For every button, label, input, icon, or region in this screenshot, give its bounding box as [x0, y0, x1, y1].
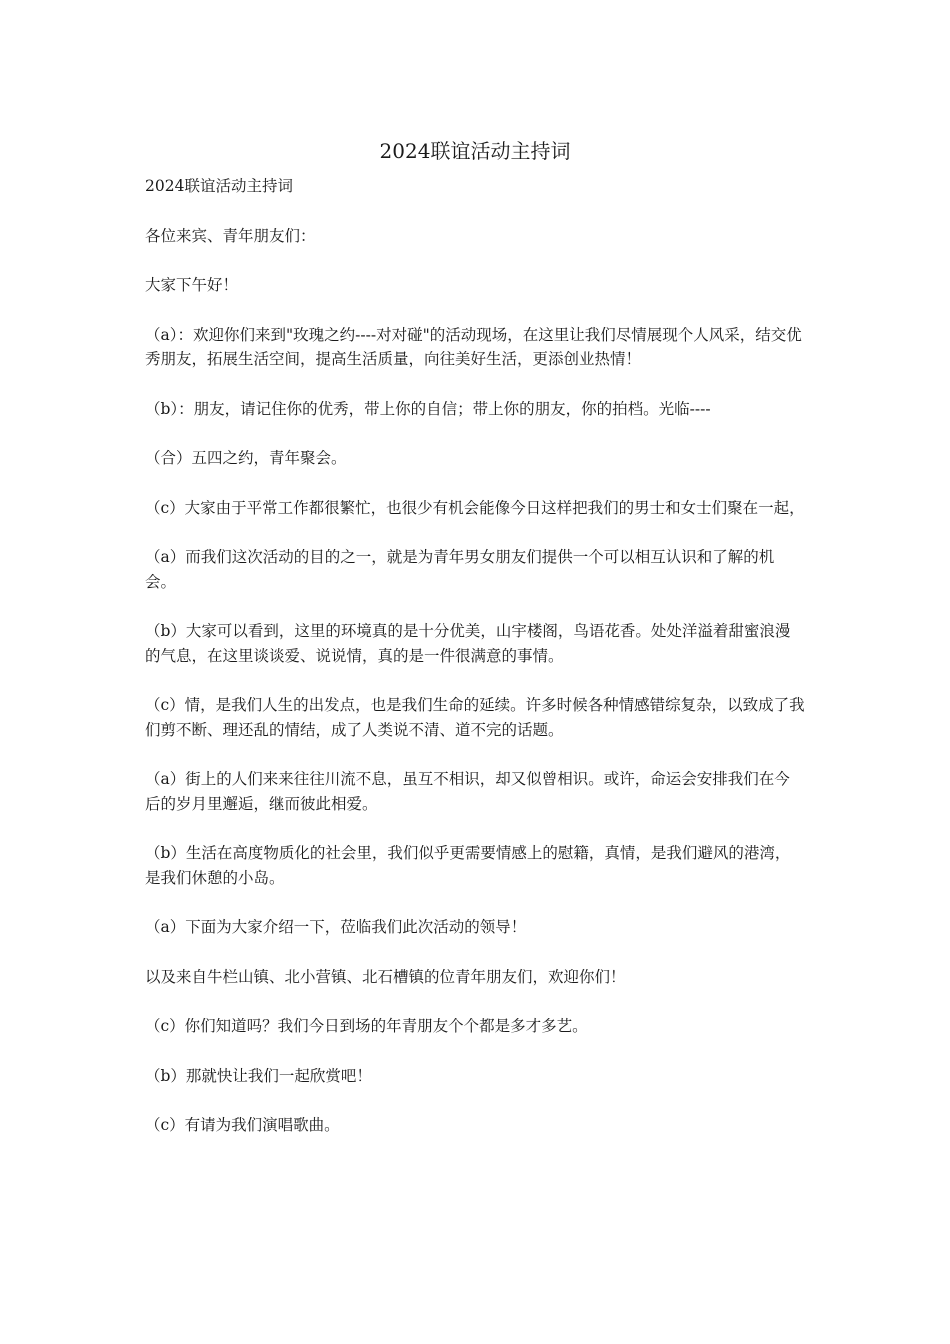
paragraph: （合）五四之约，青年聚会。: [145, 449, 347, 467]
paragraph: （b）那就快让我们一起欣赏吧！: [145, 1066, 372, 1085]
paragraph: （b）生活在高度物质化的社会里，我们似乎更需要情感上的慰籍，真情，是我们避风的港湾，是我们休憩的小岛。: [145, 844, 791, 887]
paragraph-greeting: 大家下午好！: [145, 276, 239, 294]
paragraph: （c）情，是我们人生的出发点，也是我们生命的延续。许多时候各种情感错综复杂，以致成了我们剪不断、理还乱的情结，成了人类说不清、道不完的话题。: [145, 696, 805, 739]
paragraph: （a）街上的人们来来往往川流不息，虽互不相识，却又似曾相识。或许，命运会安排我们在今后的岁月里邂逅，继而彼此相爱。: [145, 770, 790, 813]
paragraph: 以及来自牛栏山镇、北小营镇、北石槽镇的位青年朋友们，欢迎你们！: [145, 967, 626, 986]
paragraph-greeting-guests: 各位来宾、青年朋友们：: [145, 226, 316, 245]
paragraph: （b）：朋友，请记住你的优秀，带上你的自信；带上你的朋友，你的拍档。光临----: [145, 399, 711, 418]
paragraph: （a）下面为大家介绍一下，莅临我们此次活动的领导！: [145, 918, 527, 936]
paragraph: （a）：欢迎你们来到"玫瑰之约----对对碰"的活动现场，在这里让我们尽情展现个人风采，结交优秀朋友，拓展生活空间，提高生活质量，向往美好生活，更添创业热情！: [145, 325, 802, 368]
paragraph: （c）大家由于平常工作都很繁忙，也很少有机会能像今日这样把我们的男士和女士们聚在一起，: [145, 498, 805, 517]
document-body: [145, 174, 805, 1163]
paragraph: （c）有请为我们演唱歌曲。: [145, 1116, 340, 1134]
paragraph: （c）你们知道吗？我们今日到场的年青朋友个个都是多才多艺。: [145, 1017, 588, 1035]
paragraph: （b）大家可以看到，这里的环境真的是十分优美，山宇楼阁，鸟语花香。处处洋溢着甜蜜浪漫的气息，在这里谈谈爱、说说情，真的是一件很满意的事情。: [145, 622, 791, 665]
paragraph-subtitle: 2024联谊活动主持词: [145, 177, 293, 195]
paragraph: （a）而我们这次活动的目的之一，就是为青年男女朋友们提供一个可以相互认识和了解的机会。: [145, 548, 775, 591]
document-title: 2024联谊活动主持词: [379, 139, 571, 163]
